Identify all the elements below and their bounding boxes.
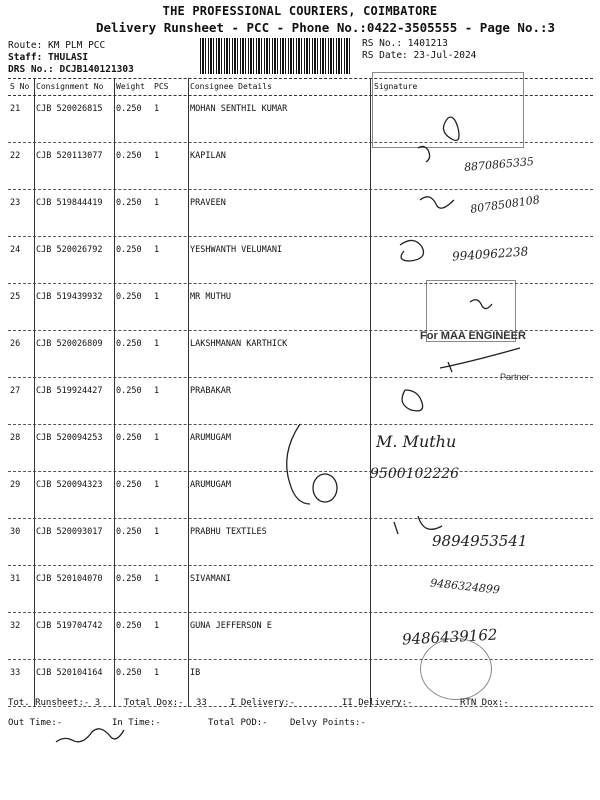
row-pcs: 1 [154, 104, 160, 114]
row-sno: 24 [10, 245, 21, 255]
row-pcs: 1 [154, 621, 160, 631]
row-weight: 0.250 [116, 527, 142, 537]
row-consignee: ARUMUGAM [190, 480, 231, 490]
row-consignment: CJB 519924427 [36, 386, 103, 396]
phone-32: 9486439162 [401, 625, 498, 649]
row-consignment: CJB 520094323 [36, 480, 103, 490]
rtn-dox: RTN Dox:- [460, 698, 509, 708]
col-pcs: PCS [154, 82, 169, 91]
col-signature: Signature [374, 82, 418, 91]
col-sno: S No [10, 82, 30, 91]
staff-label: Staff: THULASI [8, 52, 89, 63]
stamp-partner: Partner [500, 372, 530, 382]
delvy-points: Delvy Points:- [290, 718, 366, 728]
stamp-text: For MAA ENGINEER [420, 330, 526, 342]
row-consignment: CJB 519439932 [36, 292, 103, 302]
i-delivery: I Delivery:- [230, 698, 296, 708]
row-pcs: 1 [154, 668, 160, 678]
row-weight: 0.250 [116, 292, 142, 302]
col-weight: Weight [116, 82, 145, 91]
in-time: In Time:- [112, 718, 161, 728]
row-consignment: CJB 519844419 [36, 198, 103, 208]
row-pcs: 1 [154, 480, 160, 490]
row-pcs: 1 [154, 292, 160, 302]
row-weight: 0.250 [116, 104, 142, 114]
row-consignee: SIVAMANI [190, 574, 231, 584]
col-consignment: Consignment No [36, 82, 104, 91]
row-consignee: MR MUTHU [190, 292, 231, 302]
row-sno: 32 [10, 621, 21, 631]
rs-number: RS No.: 1401213 [362, 38, 448, 49]
row-consignment: CJB 520113077 [36, 151, 103, 161]
row-sno: 33 [10, 668, 21, 678]
row-consignee: LAKSHMANAN KARTHICK [190, 339, 288, 349]
row-consignee: GUNA JEFFERSON E [190, 621, 272, 631]
total-dox-value: 33 [196, 698, 207, 708]
row-consignment: CJB 520026815 [36, 104, 103, 114]
row-pcs: 1 [154, 386, 160, 396]
row-sno: 23 [10, 198, 21, 208]
row-consignee: KAPILAN [190, 151, 226, 161]
row-consignment: CJB 520093017 [36, 527, 103, 537]
rs-date: RS Date: 23-Jul-2024 [362, 50, 477, 61]
row-consignee: MOHAN SENTHIL KUMAR [190, 104, 288, 114]
row-weight: 0.250 [116, 480, 142, 490]
row-pcs: 1 [154, 574, 160, 584]
row-consignment: CJB 520094253 [36, 433, 103, 443]
drs-number: DRS No.: DCJB140121303 [8, 64, 134, 75]
row-sno: 22 [10, 151, 21, 161]
row-consignment: CJB 520026809 [36, 339, 103, 349]
phone-23: 8078508108 [469, 193, 541, 216]
row-sno: 29 [10, 480, 21, 490]
row-sno: 31 [10, 574, 21, 584]
row-weight: 0.250 [116, 668, 142, 678]
row-weight: 0.250 [116, 339, 142, 349]
row-consignee: PRABAKAR [190, 386, 231, 396]
row-pcs: 1 [154, 198, 160, 208]
row-pcs: 1 [154, 151, 160, 161]
row-consignment: CJB 520104164 [36, 668, 103, 678]
ii-delivery: II Delivery:- [342, 698, 413, 708]
phone-29: 9500102226 [370, 466, 460, 482]
row-sno: 28 [10, 433, 21, 443]
row-sno: 30 [10, 527, 21, 537]
row-consignee: PRABHU TEXTILES [190, 527, 267, 537]
row-pcs: 1 [154, 527, 160, 537]
company-title: THE PROFESSIONAL COURIERS, COIMBATORE [162, 4, 438, 18]
row-sno: 26 [10, 339, 21, 349]
phone-30: 9894953541 [432, 532, 528, 550]
row-consignee: YESHWANTH VELUMANI [190, 245, 283, 255]
phone-24: 9940962238 [451, 244, 529, 264]
phone-22: 8870865335 [463, 154, 535, 175]
row-consignee: IB [190, 668, 201, 678]
row-sno: 27 [10, 386, 21, 396]
row-pcs: 1 [154, 433, 160, 443]
row-weight: 0.250 [116, 151, 142, 161]
col-consignee: Consignee Details [190, 82, 272, 91]
row-consignment: CJB 520104070 [36, 574, 103, 584]
phone-31: 9486324899 [429, 576, 501, 597]
row-consignee: ARUMUGAM [190, 433, 231, 443]
total-pod: Total POD:- [208, 718, 268, 728]
total-dox-label: Total Dox:- [124, 698, 184, 708]
out-time: Out Time:- [8, 718, 63, 728]
row-sno: 25 [10, 292, 21, 302]
row-pcs: 1 [154, 339, 160, 349]
row-pcs: 1 [154, 245, 160, 255]
row-consignment: CJB 520026792 [36, 245, 103, 255]
row-weight: 0.250 [116, 621, 142, 631]
tot-runsheet: Tot. Runsheet:- 3 [8, 698, 101, 708]
row-consignment: CJB 519704742 [36, 621, 103, 631]
row-weight: 0.250 [116, 245, 142, 255]
row-sno: 21 [10, 104, 21, 114]
route-label: Route: KM PLM PCC [8, 40, 106, 51]
row-weight: 0.250 [116, 386, 142, 396]
runsheet-subtitle: Delivery Runsheet - PCC - Phone No.:0422-3505555 - Page No.:3 [96, 20, 556, 35]
sig-28: M. Muthu [376, 432, 457, 451]
row-consignee: PRAVEEN [190, 198, 226, 208]
row-weight: 0.250 [116, 198, 142, 208]
row-weight: 0.250 [116, 574, 142, 584]
row-weight: 0.250 [116, 433, 142, 443]
